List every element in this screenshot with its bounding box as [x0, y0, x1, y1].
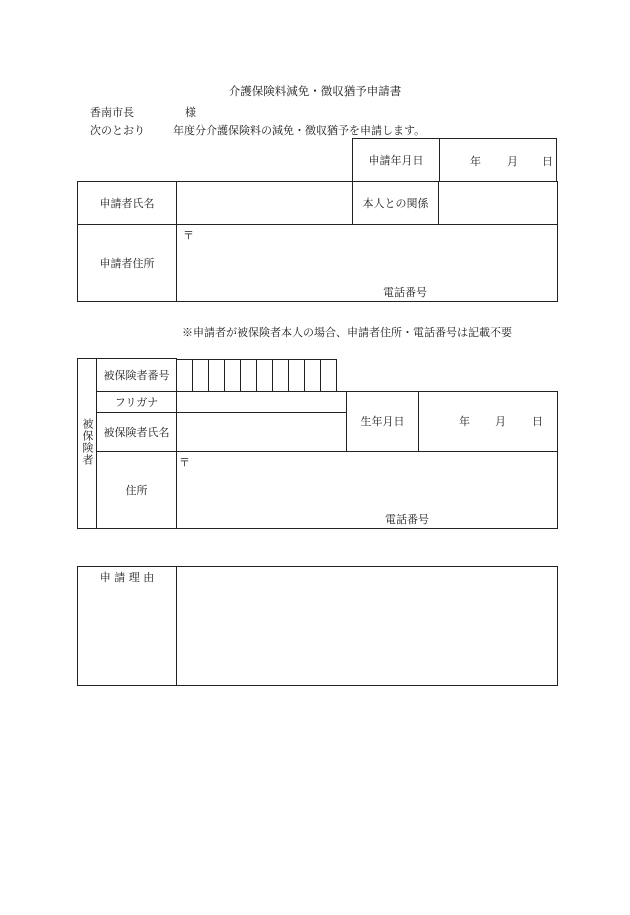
reason-field[interactable] [177, 567, 558, 686]
date-year-label: 年 [470, 155, 481, 168]
insured-postal-mark: 〒 [179, 455, 190, 469]
relation-field[interactable] [439, 182, 558, 225]
applicant-table [77, 181, 558, 302]
application-date-box [352, 138, 557, 182]
birthdate-field[interactable] [419, 391, 558, 451]
applicant-phone-label: 電話番号 [383, 286, 427, 299]
application-date-label: 申請年月日 [353, 139, 440, 182]
date-month-label: 月 [507, 155, 518, 168]
reason-label: 申 請 理 由 [78, 567, 177, 686]
number-digit-cell[interactable] [257, 359, 273, 391]
number-digit-cell[interactable] [321, 359, 337, 391]
reason-table [77, 566, 558, 686]
applicant-address-field[interactable] [177, 225, 558, 302]
birth-month-label: 月 [495, 414, 506, 428]
intro-prefix: 次のとおり [90, 124, 145, 137]
insured-name-label: 被保険者氏名 [97, 412, 177, 451]
furigana-field[interactable] [177, 391, 347, 412]
applicant-postal-mark: 〒 [183, 229, 194, 242]
number-digit-cell[interactable] [225, 359, 241, 391]
birth-day-label: 日 [532, 414, 543, 428]
addressee: 香南市長 [90, 106, 134, 119]
insured-phone-label: 電話番号 [385, 512, 429, 526]
number-digit-cell[interactable] [193, 359, 209, 391]
number-digit-cell[interactable] [209, 359, 225, 391]
number-digit-cell[interactable] [289, 359, 305, 391]
applicant-address-label: 申請者住所 [78, 225, 177, 302]
furigana-label: フリガナ [97, 391, 177, 412]
birth-year-label: 年 [459, 414, 470, 428]
number-digit-cell[interactable] [241, 359, 257, 391]
insured-table [77, 358, 558, 529]
insured-number-field[interactable] [177, 359, 558, 392]
insured-name-field[interactable] [177, 412, 347, 451]
note: ※申請者が被保険者本人の場合、申請者住所・電話番号は記載不要 [182, 326, 512, 339]
date-day-label: 日 [542, 155, 553, 168]
relation-label: 本人との関係 [353, 182, 439, 225]
insured-address-field[interactable] [177, 451, 558, 528]
insured-address-label: 住所 [97, 451, 177, 528]
insured-side-text: 被保険者 [81, 417, 94, 466]
intro-line [90, 122, 426, 138]
intro-body: 年度分介護保険料の減免・徴収猶予を申請します。 [173, 124, 426, 137]
number-digit-cell[interactable] [273, 359, 289, 391]
applicant-name-field[interactable] [177, 182, 353, 225]
insured-side-label [78, 359, 97, 529]
birthdate-label: 生年月日 [347, 391, 419, 451]
applicant-name-label: 申請者氏名 [78, 182, 177, 225]
number-digit-cell[interactable] [177, 359, 193, 391]
number-digit-cell[interactable] [305, 359, 321, 391]
insured-number-label: 被保険者番号 [97, 359, 177, 392]
addressee-line [90, 104, 196, 120]
application-date-field[interactable] [440, 139, 557, 182]
form-title: 介護保険料減免・徴収猶予申請書 [228, 84, 402, 98]
honorific: 様 [185, 106, 196, 119]
